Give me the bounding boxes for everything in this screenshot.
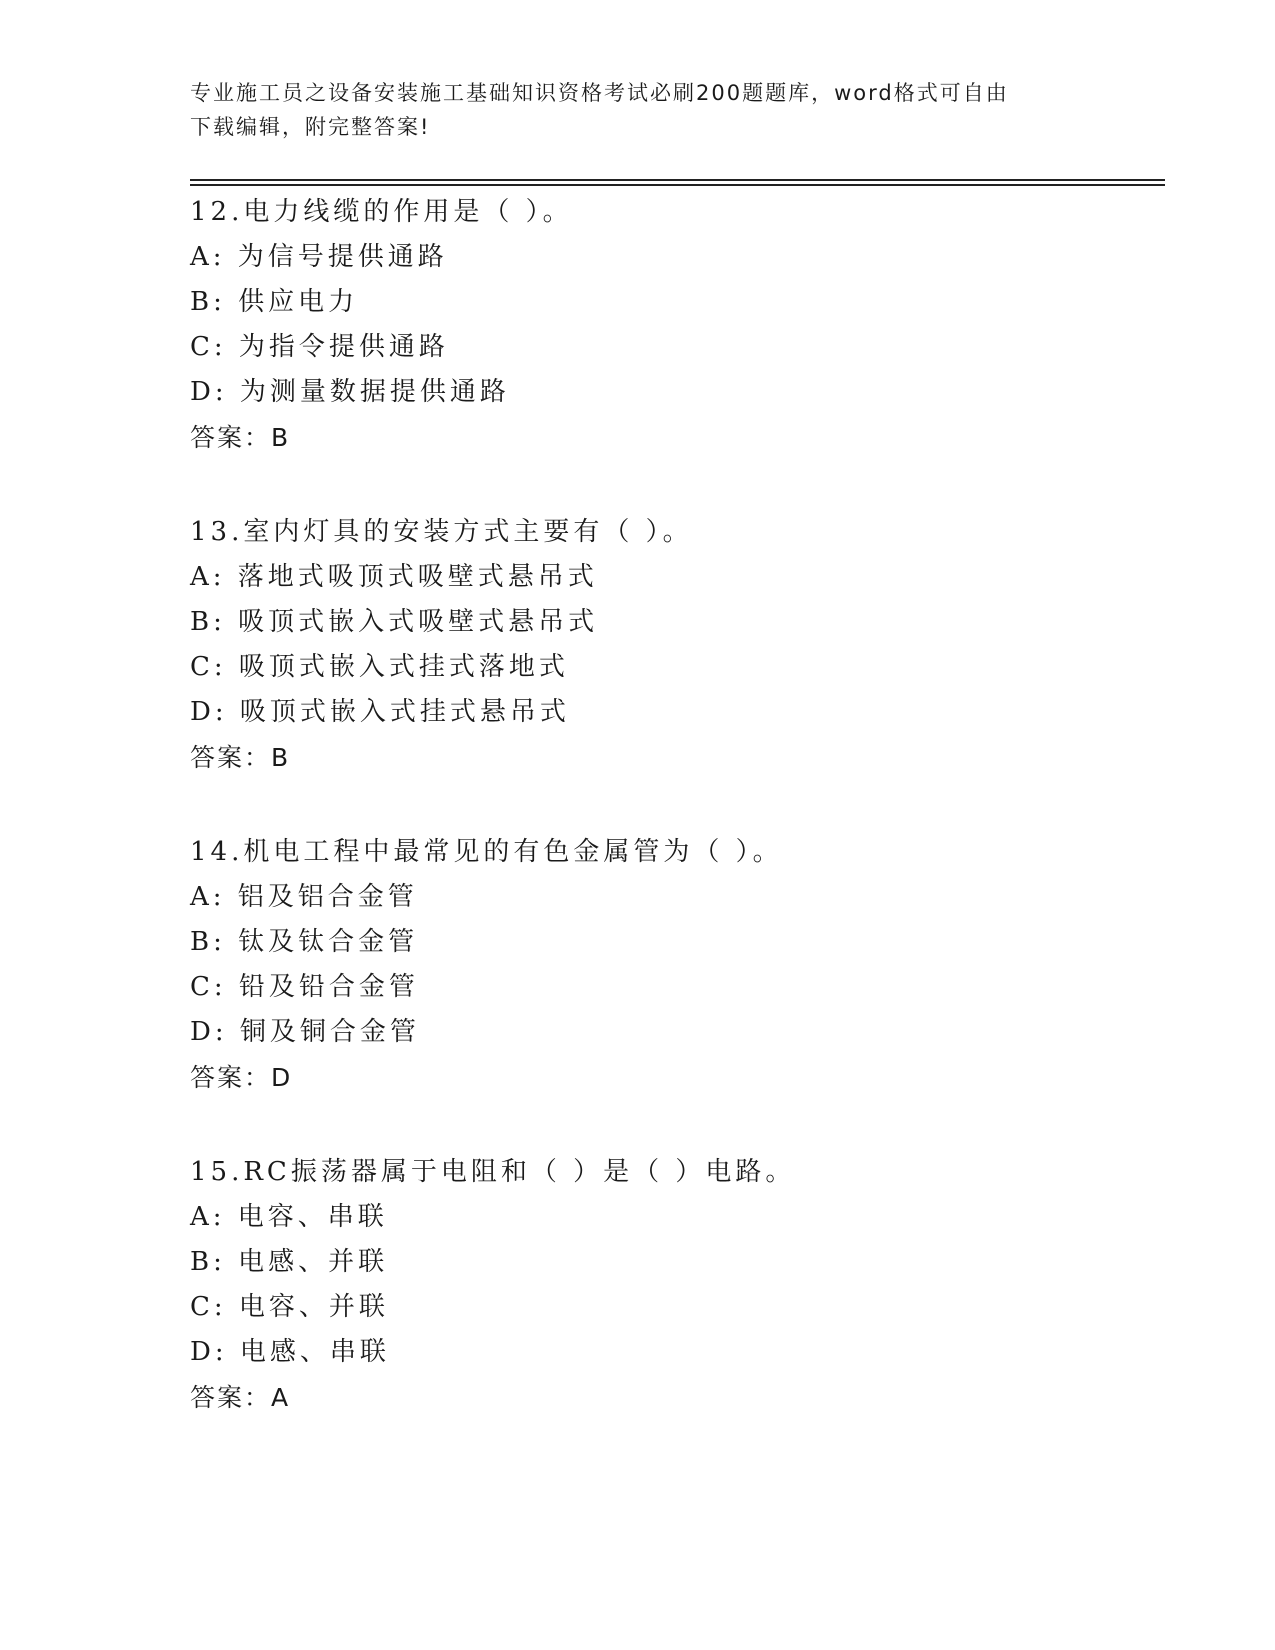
header-line-2: 下载编辑，附完整答案!	[190, 115, 431, 139]
option-d: D: 吸顶式嵌入式挂式悬吊式	[190, 697, 570, 727]
option-b: B: 供应电力	[190, 287, 359, 317]
option-c: C: 电容、并联	[190, 1292, 389, 1322]
option-a: A: 铝及铝合金管	[190, 882, 418, 912]
option-a: A: 电容、串联	[190, 1202, 388, 1232]
question-12	[190, 190, 1150, 460]
answer-line: 答案：D	[190, 1063, 293, 1092]
question-14	[190, 830, 1150, 1100]
option-c: C: 铅及铅合金管	[190, 972, 419, 1002]
question-13	[190, 510, 1150, 780]
option-c: C: 为指令提供通路	[190, 332, 449, 362]
header-divider-top	[190, 179, 1165, 181]
question-stem: 13.室内灯具的安装方式主要有（ ）。	[190, 517, 693, 547]
document-header	[190, 76, 1090, 144]
answer-line: 答案：B	[190, 743, 291, 772]
option-c: C: 吸顶式嵌入式挂式落地式	[190, 652, 569, 682]
answer-line: 答案：B	[190, 423, 291, 452]
option-d: D: 铜及铜合金管	[190, 1017, 420, 1047]
option-b: B: 钛及钛合金管	[190, 927, 419, 957]
header-divider-bottom	[190, 184, 1165, 186]
header-line-1: 专业施工员之设备安装施工基础知识资格考试必刷200题题库，word格式可自由	[190, 81, 1009, 105]
answer-line: 答案：A	[190, 1383, 291, 1412]
question-15	[190, 1150, 1150, 1420]
option-b: B: 电感、并联	[190, 1247, 389, 1277]
option-b: B: 吸顶式嵌入式吸壁式悬吊式	[190, 607, 599, 637]
question-stem: 14.机电工程中最常见的有色金属管为（ ）。	[190, 837, 783, 867]
question-stem: 12.电力线缆的作用是（ ）。	[190, 197, 573, 227]
option-d: D: 电感、串联	[190, 1337, 390, 1367]
option-d: D: 为测量数据提供通路	[190, 377, 510, 407]
option-a: A: 落地式吸顶式吸壁式悬吊式	[190, 562, 598, 592]
option-a: A: 为信号提供通路	[190, 242, 448, 272]
question-stem: 15.RC振荡器属于电阻和（ ）是（ ）电路。	[190, 1157, 796, 1187]
